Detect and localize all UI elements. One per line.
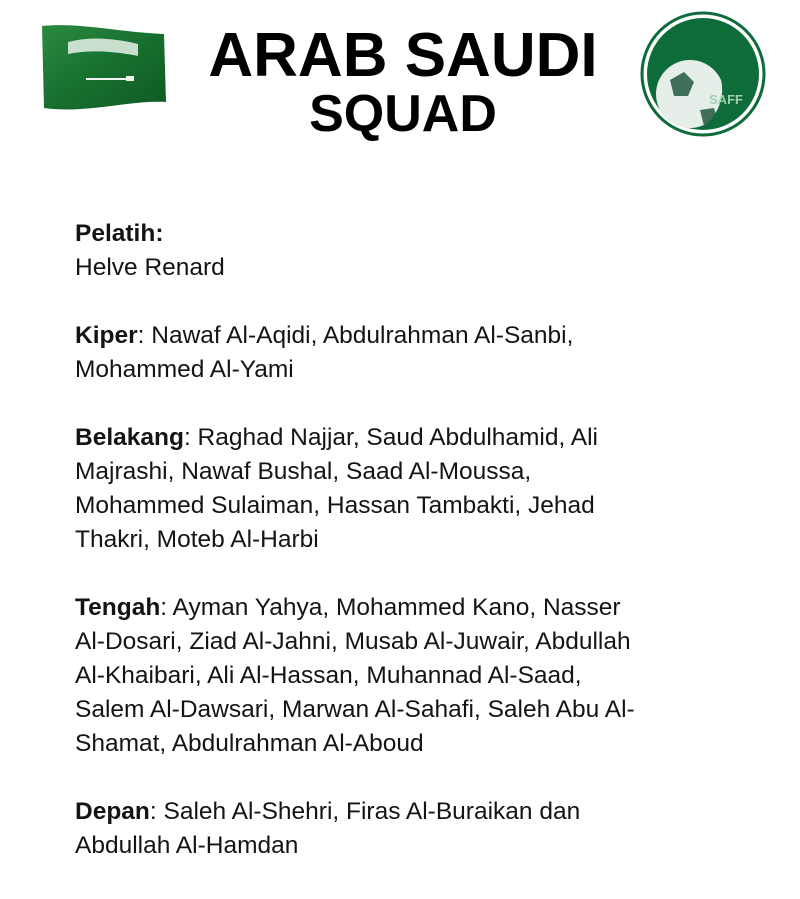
section-line: Salem Al-Dawsari, Marwan Al-Sahafi, Saleh Abu Al- — [75, 696, 635, 723]
section-line: Majrashi, Nawaf Bushal, Saad Al-Moussa, — [75, 458, 532, 485]
section-line: Al-Khaibari, Ali Al-Hassan, Muhannad Al-Saad, — [75, 662, 582, 689]
section-label: Depan — [75, 798, 150, 825]
saff-logo-icon — [640, 10, 766, 138]
section-line: Depan: Saleh Al-Shehri, Firas Al-Buraikan dan — [75, 798, 581, 825]
section-line: Belakang: Raghad Najjar, Saud Abdulhamid, Ali — [75, 424, 598, 451]
section-coach — [75, 217, 775, 285]
section-line: Helve Renard — [75, 254, 225, 281]
section-line: Abdullah Al-Hamdan — [75, 832, 299, 859]
section-line: Mohammed Al-Yami — [75, 356, 294, 383]
page-title: ARAB SAUDI — [208, 21, 598, 90]
section-label: Belakang — [75, 424, 184, 451]
section-line — [75, 217, 775, 251]
section-forwards — [75, 795, 775, 863]
section-midfielders — [75, 591, 775, 761]
saff-logo-text: SAFF — [709, 92, 743, 107]
section-line: Kiper: Nawaf Al-Aqidi, Abdulrahman Al-Sanbi, — [75, 322, 574, 349]
saudi-arabia-flag-icon — [38, 22, 168, 114]
section-label: Tengah — [75, 594, 161, 621]
section-goalkeepers — [75, 319, 775, 387]
squad-list — [75, 217, 775, 897]
section-line: Thakri, Moteb Al-Harbi — [75, 526, 319, 553]
page-subtitle: SQUAD — [309, 85, 497, 143]
section-line: Shamat, Abdulrahman Al-Aboud — [75, 730, 424, 757]
section-label: Pelatih: — [75, 220, 164, 247]
section-line: Al-Dosari, Ziad Al-Jahni, Musab Al-Juwair, Abdullah — [75, 628, 631, 655]
section-line: Tengah: Ayman Yahya, Mohammed Kano, Nasser — [75, 594, 621, 621]
section-line: Mohammed Sulaiman, Hassan Tambakti, Jehad — [75, 492, 595, 519]
section-label: Kiper — [75, 322, 138, 349]
section-defenders — [75, 421, 775, 557]
